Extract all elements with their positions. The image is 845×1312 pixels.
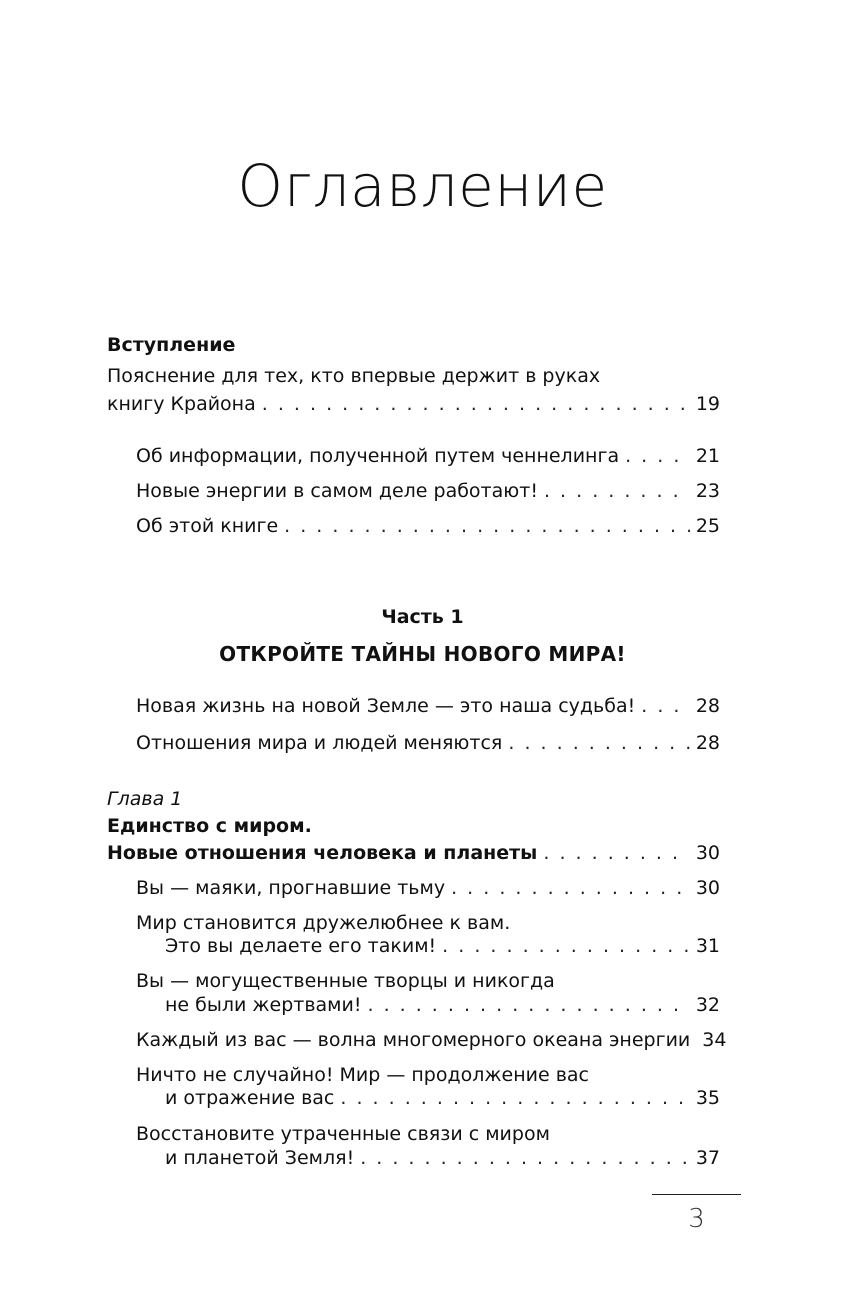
toc-page-number: 23 [695, 480, 720, 502]
toc-entry[interactable] [165, 934, 720, 958]
toc-page-number: 25 [695, 515, 720, 537]
dot-leader [360, 1146, 690, 1170]
part-title: ОТКРОЙТЕ ТАЙНЫ НОВОГО МИРА! [219, 642, 626, 666]
toc-page-number: 28 [695, 695, 720, 717]
toc-entry-text: Новые энергии в самом деле работают! [136, 480, 538, 502]
dot-leader [367, 993, 689, 1017]
chapter-title-line1: Единство с миром. [107, 815, 312, 837]
toc-page-number: 30 [695, 877, 720, 899]
toc-page-number: 34 [702, 1029, 727, 1051]
page-number: 3 [688, 1204, 705, 1234]
toc-page-number: 28 [695, 732, 720, 754]
toc-page-number: 32 [695, 994, 720, 1016]
toc-entry[interactable] [136, 731, 720, 755]
toc-entry-text: Это вы делаете его таким! [165, 935, 437, 957]
toc-entry-text: Вы — могущественные творцы и никогда [136, 970, 555, 992]
intro-heading: Вступление [107, 334, 236, 356]
toc-entry[interactable] [136, 479, 720, 503]
footer-rule [652, 1194, 741, 1195]
toc-entry-text: Об информации, полученной путем ченнелинга [136, 445, 620, 467]
toc-entry-text: Мир становится дружелюбнее к вам. [136, 912, 511, 934]
dot-leader [543, 841, 689, 865]
toc-entry[interactable] [136, 1028, 727, 1052]
toc-entry-text: книгу Крайона [107, 393, 256, 415]
chapter-label: Глава 1 [107, 788, 183, 810]
dot-leader [508, 731, 689, 755]
dot-leader [442, 934, 690, 958]
toc-entry[interactable] [136, 444, 720, 468]
toc-page-number: 30 [695, 842, 720, 864]
toc-entry[interactable] [165, 1146, 720, 1170]
toc-page-number: 35 [695, 1087, 720, 1109]
toc-entry-text: Каждый из вас — волна многомерного океана энергии [136, 1029, 691, 1051]
toc-entry-text: и отражение вас [165, 1087, 335, 1109]
toc-entry-chapter-title[interactable] [107, 841, 720, 865]
toc-entry[interactable] [136, 514, 720, 538]
page-title: Оглавление [237, 152, 608, 220]
toc-entry[interactable] [165, 993, 720, 1017]
toc-entry[interactable] [136, 694, 720, 718]
toc-entry-intro[interactable] [107, 392, 720, 416]
toc-entry-text: Ничто не случайно! Мир — продолжение вас [136, 1064, 589, 1086]
dot-leader [641, 694, 690, 718]
toc-entry-text: и планетой Земля! [165, 1147, 355, 1169]
toc-entry-text: Восстановите утраченные связи с миром [136, 1123, 550, 1145]
toc-entry[interactable] [136, 876, 720, 900]
toc-page-number: 19 [695, 393, 720, 415]
part-label: Часть 1 [381, 606, 464, 628]
dot-leader [451, 876, 690, 900]
toc-entry-text: не были жертвами! [165, 994, 362, 1016]
toc-entry-text: Новая жизнь на новой Земле — это наша судьба! [136, 695, 636, 717]
dot-leader [262, 392, 690, 416]
dot-leader [284, 514, 690, 538]
toc-entry-text: Новые отношения человека и планеты [107, 842, 538, 864]
toc-page-number: 37 [695, 1147, 720, 1169]
toc-page-number: 21 [695, 445, 720, 467]
intro-entry-line1: Пояснение для тех, кто впервые держит в руках [107, 365, 601, 387]
dot-leader [340, 1086, 689, 1110]
dot-leader [544, 479, 690, 503]
toc-page-number: 31 [695, 935, 720, 957]
toc-entry-text: Вы — маяки, прогнавшие тьму [136, 877, 446, 899]
toc-entry-text: Отношения мира и людей меняются [136, 732, 503, 754]
dot-leader [625, 444, 690, 468]
toc-entry[interactable] [165, 1086, 720, 1110]
toc-entry-text: Об этой книге [136, 515, 279, 537]
